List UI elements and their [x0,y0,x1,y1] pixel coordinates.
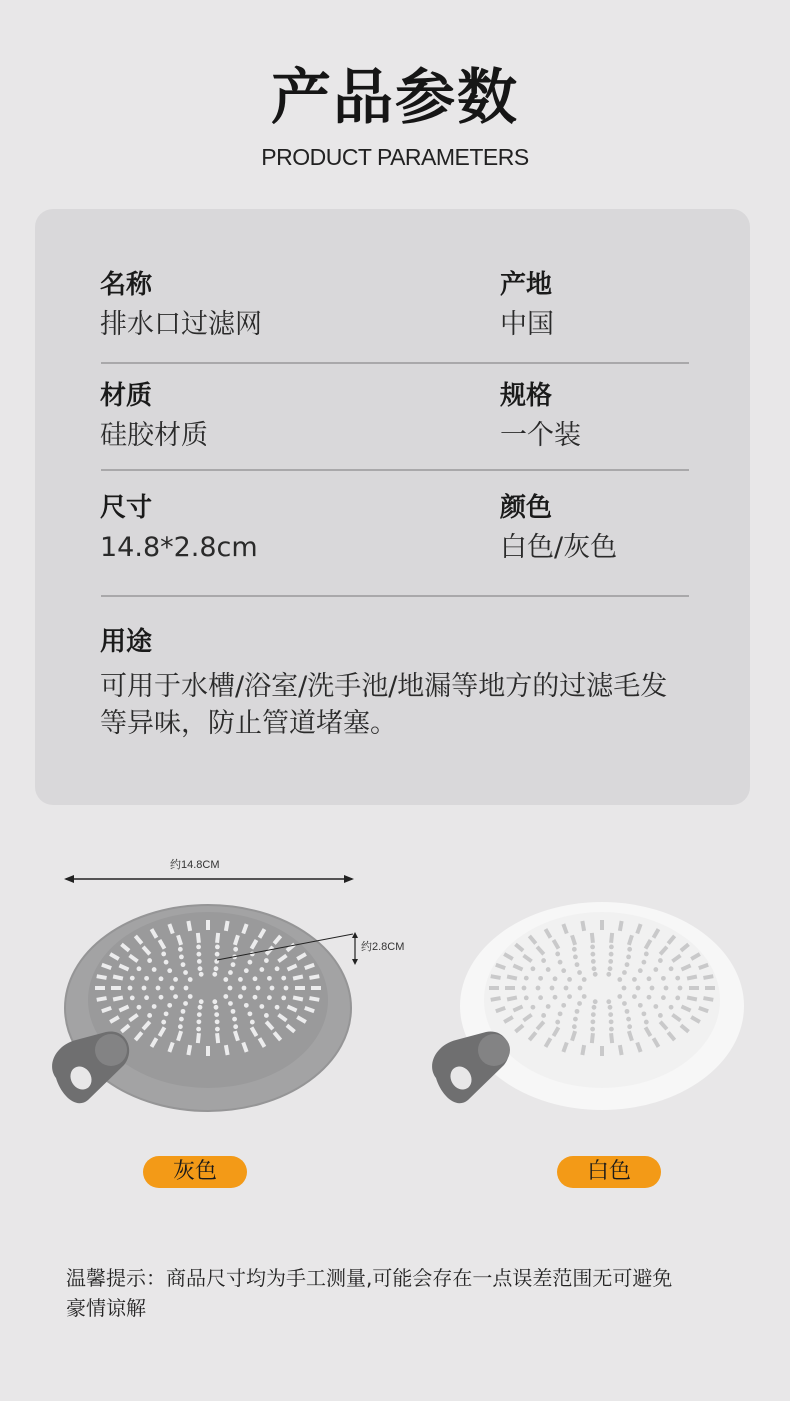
strainer-hole [173,994,178,999]
strainer-hole [638,1003,643,1008]
strainer-hole [196,1019,201,1024]
strainer-hole [644,1020,649,1025]
strainer-hole [223,994,228,999]
strainer-hole [593,972,598,977]
param-spec [500,379,581,455]
strainer-hole [531,966,536,971]
strainer-hole [164,960,169,965]
strainer-hole [608,966,613,971]
strainer-hole [184,986,189,991]
strainer-hole [228,986,233,991]
strainer-hole [575,1009,580,1014]
strainer-hole [606,999,611,1004]
usage-line-2: 等异味，防止管道堵塞。 [100,708,397,739]
strainer-hole [167,1003,172,1008]
strainer-hole [627,1024,632,1029]
strainer-hole [244,1003,249,1008]
strainer-hole [95,986,105,990]
strainer-hole [179,1017,184,1022]
strainer-hole [111,986,121,990]
param-origin [500,268,554,344]
strainer-hole [147,958,152,963]
strainer-hole [622,1001,627,1006]
strainer-hole [617,977,622,982]
strainer-hole [582,994,587,999]
strainer-hole [625,962,630,967]
strainer-hole [606,972,611,977]
strainer-hole [173,977,178,982]
strainer-hole [215,1027,220,1032]
strainer-hole [675,996,680,1001]
variant-badge-white: 白色 [557,1156,661,1188]
strainer-hole [228,1001,233,1006]
strainer-hole [609,1027,614,1032]
strainer-hole [284,986,289,991]
strainer-hole [311,986,321,990]
param-usage [100,624,750,742]
strainer-hole [156,986,161,991]
strainer-hole [553,995,558,1000]
strainer-hole [590,1019,595,1024]
strainer-hole [152,967,157,972]
param-material-value: 硅胶材质 [100,420,208,451]
hook-tab [432,1032,510,1104]
strainer-hole [622,970,627,975]
param-origin-label: 产地 [500,270,553,300]
strainer-hole [590,1027,595,1032]
strainer-hole [144,995,149,1000]
param-spec-value: 一个装 [500,420,581,451]
strainer-hole [199,972,204,977]
divider [101,595,689,597]
strainer-hole [664,986,669,991]
strainer-hole [617,994,622,999]
strainer-hole [142,986,147,991]
param-spec-label: 规格 [500,381,553,411]
strainer-hole [642,960,647,965]
strainer-hole [188,977,193,982]
strainer-hole [558,960,563,965]
strainer-hole [561,968,566,973]
strainer-hole [188,994,193,999]
strainer-hole [689,986,699,990]
strainer-hole [546,1004,551,1009]
param-size-label: 尺寸 [100,493,153,523]
strainer-hole [609,952,614,957]
strainer-hole [178,1024,183,1029]
strainer-hole [206,920,210,930]
strainer-hole [642,1011,647,1016]
strainer-hole [632,977,637,982]
strainer-hole [212,972,217,977]
param-name-value: 排水口过滤网 [100,309,262,340]
strainer-hole [622,986,627,991]
strainer-hole [167,968,172,973]
strainer-hole [183,1001,188,1006]
param-usage-label: 用途 [100,627,153,657]
strainer-hole [228,970,233,975]
strainer-hole [181,962,186,967]
strainer-hole [536,986,541,991]
strainer-hole [626,1017,631,1022]
param-material [100,379,208,455]
strainer-hole [600,1046,604,1056]
strainer-hole [181,1009,186,1014]
strainer-hole [564,986,569,991]
strainer-hole [661,976,666,981]
strainer-hole [572,1024,577,1029]
strainer-hole [489,986,499,990]
strainer-hole [256,986,261,991]
strainer-hole [179,954,184,959]
strainer-hole [582,977,587,982]
strainer-hole [653,1004,658,1009]
strainer-hole [626,954,631,959]
strainer-hole [609,1019,614,1024]
strainer-hole [147,1013,152,1018]
strainer-hole [608,1012,613,1017]
strainer-hole [592,1005,597,1010]
height-dimension-line [215,930,375,970]
strainer-hole [137,1005,142,1010]
strainer-hole [638,968,643,973]
strainer-hole [178,947,183,952]
strainer-hole [264,1013,269,1018]
strainer-hole [558,1011,563,1016]
strainer-hole [573,1017,578,1022]
strainer-hole [253,976,258,981]
strainer-hole [212,999,217,1004]
strainer-hole [206,1046,210,1056]
strainer-hole [590,952,595,957]
strainer-hole [214,1005,219,1010]
strainer-hole [609,945,614,950]
strainer-hole [572,947,577,952]
strainer-hole [653,967,658,972]
strainer-hole [661,995,666,1000]
strainer-hole [577,970,582,975]
strainer-hole [675,976,680,981]
param-color-value: 白色/灰色 [500,532,618,563]
strainer-hole [161,952,166,957]
strainer-hole [214,1012,219,1017]
strainer-hole [248,1011,253,1016]
param-usage-value [100,668,750,742]
page-subtitle: PRODUCT PARAMETERS [261,144,529,170]
strainer-hole [259,1004,264,1009]
strainer-hole [669,1005,674,1010]
notice-line-1: 温馨提示：商品尺寸均为手工测量,可能会存在一点误差范围无可避免 [66,1266,673,1290]
strainer-hole [591,959,596,964]
white-strainer-image [428,900,758,1120]
strainer-hole [242,986,247,991]
width-dimension-label: 约14.8CM [170,859,220,871]
param-name-label: 名称 [100,270,153,300]
strainer-hole [144,976,149,981]
strainer-hole [541,1013,546,1018]
strainer-hole [159,976,164,981]
notice-line-2: 豪情谅解 [66,1296,146,1320]
strainer-hole [669,966,674,971]
param-name [100,268,262,344]
strainer-hole [267,995,272,1000]
strainer-hole [567,977,572,982]
divider [101,362,689,364]
strainer-hole [223,977,228,982]
strainer-hole [128,986,133,991]
strainer-hole [197,1012,202,1017]
strainer-hole [550,986,555,991]
strainer-hole [538,995,543,1000]
strainer-hole [567,994,572,999]
strainer-hole [281,996,286,1001]
strainer-hole [130,996,135,1001]
strainer-hole [281,976,286,981]
strainer-hole [678,986,683,991]
strainer-hole [196,945,201,950]
strainer-hole [636,986,641,991]
param-size [100,491,258,567]
strainer-hole [592,966,597,971]
param-color [500,491,617,567]
strainer-hole [591,1012,596,1017]
strainer-hole [198,966,203,971]
strainer-hole [183,970,188,975]
param-color-label: 颜色 [500,493,553,523]
strainer-hole [233,1024,238,1029]
strainer-hole [575,962,580,967]
strainer-hole [555,1020,560,1025]
strainer-hole [541,958,546,963]
strainer-hole [522,986,527,991]
strainer-hole [199,999,204,1004]
strainer-hole [578,986,583,991]
strainer-hole [137,966,142,971]
strainer-hole [267,976,272,981]
variant-badge-gray: 灰色 [143,1156,247,1188]
strainer-hole [553,976,558,981]
strainer-hole [608,959,613,964]
strainer-hole [573,954,578,959]
strainer-hole [647,995,652,1000]
strainer-hole [625,1009,630,1014]
strainer-hole [658,1013,663,1018]
strainer-hole [538,976,543,981]
strainer-hole [238,994,243,999]
divider [101,469,689,471]
page-title: 产品参数 [271,63,519,133]
strainer-hole [524,976,529,981]
strainer-hole [161,1020,166,1025]
hook-tab [52,1032,129,1104]
param-size-value: 14.8*2.8cm [100,532,258,563]
strainer-hole [600,920,604,930]
param-origin-value: 中国 [500,309,554,340]
height-dimension-label: 约2.8CM [361,941,405,953]
strainer-hole [215,1019,220,1024]
strainer-hole [593,999,598,1004]
strainer-hole [159,995,164,1000]
strainer-hole [164,1011,169,1016]
strainer-hole [627,947,632,952]
strainer-hole [198,1005,203,1010]
strainer-hole [608,1005,613,1010]
strainer-hole [658,958,663,963]
strainer-hole [197,959,202,964]
usage-line-1: 可用于水槽/浴室/洗手池/地漏等地方的过滤毛发 [100,671,668,702]
strainer-hole [577,1001,582,1006]
strainer-hole [531,1005,536,1010]
strainer-hole [561,1003,566,1008]
strainer-hole [253,995,258,1000]
strainer-hole [524,996,529,1001]
strainer-hole [250,1020,255,1025]
strainer-hole [130,976,135,981]
strainer-hole [650,986,655,991]
strainer-hole [238,977,243,982]
strainer-hole [231,1009,236,1014]
param-material-label: 材质 [100,381,153,411]
strainer-hole [232,1017,237,1022]
strainer-hole [196,952,201,957]
strainer-hole [644,952,649,957]
strainer-hole [275,1005,280,1010]
strainer-hole [152,1004,157,1009]
strainer-hole [632,994,637,999]
strainer-hole [647,976,652,981]
strainer-hole [270,986,275,991]
strainer-hole [196,1027,201,1032]
strainer-hole [705,986,715,990]
strainer-hole [295,986,305,990]
strainer-hole [546,967,551,972]
strainer-hole [170,986,175,991]
strainer-hole [590,945,595,950]
strainer-hole [505,986,515,990]
notice-text [66,1263,756,1323]
strainer-hole [555,952,560,957]
